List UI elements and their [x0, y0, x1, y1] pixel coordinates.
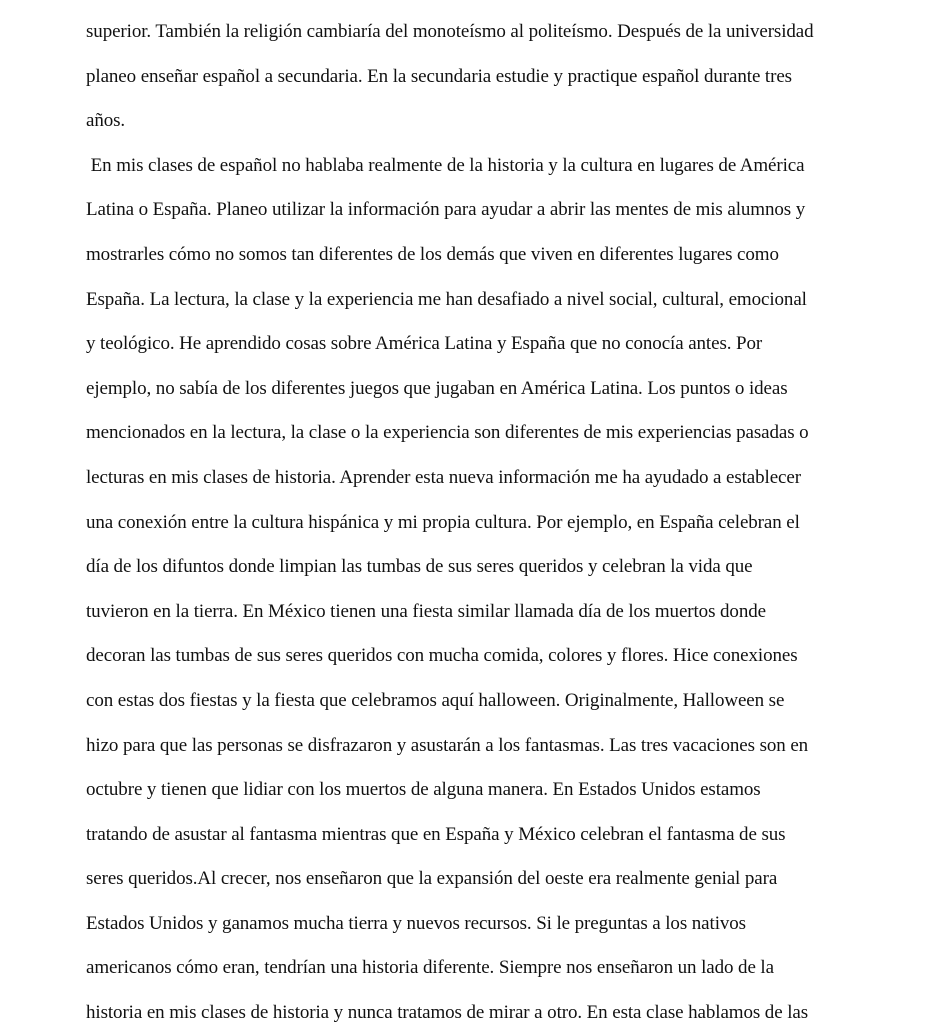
text-line: tratando de asustar al fantasma mientras que en España y México celebran el fantasma de sus	[86, 823, 786, 845]
text-line: una conexión entre la cultura hispánica y mi propia cultura. Por ejemplo, en España celebran el	[86, 511, 800, 533]
text-line: historia en mis clases de historia y nunca tratamos de mirar a otro. En esta clase hablamos de las	[86, 1002, 808, 1024]
text-line: y teológico. He aprendido cosas sobre América Latina y España que no conocía antes. Por	[86, 333, 763, 355]
text-line: tuvieron en la tierra. En México tienen una fiesta similar llamada día de los muertos donde	[86, 600, 766, 622]
document-body	[86, 10, 886, 1036]
text-line: España. La lectura, la clase y la experiencia me han desafiado a nivel social, cultural, emocional	[86, 288, 807, 310]
text-line: con estas dos fiestas y la fiesta que celebramos aquí halloween. Originalmente, Halloween se	[86, 689, 785, 711]
text-line: hizo para que las personas se disfrazaron y asustarán a los fantasmas. Las tres vacaciones son en	[86, 734, 809, 756]
text-line: lecturas en mis clases de historia. Aprender esta nueva información me ha ayudado a establecer	[86, 466, 801, 488]
text-line: día de los difuntos donde limpian las tumbas de sus seres queridos y celebran la vida que	[86, 556, 753, 578]
text-line: americanos cómo eran, tendrían una historia diferente. Siempre nos enseñaron un lado de la	[86, 957, 774, 979]
text-line: mostrarles cómo no somos tan diferentes de los demás que viven en diferentes lugares como	[86, 243, 779, 265]
text-line: octubre y tienen que lidiar con los muertos de alguna manera. En Estados Unidos estamos	[86, 779, 761, 801]
text-line: años.	[86, 110, 126, 132]
text-line: superior. También la religión cambiaría del monoteísmo al politeísmo. Después de la universidad	[86, 21, 814, 42]
text-line: Latina o España. Planeo utilizar la información para ayudar a abrir las mentes de mis alumnos y	[86, 199, 806, 221]
text-line: Estados Unidos y ganamos mucha tierra y nuevos recursos. Si le preguntas a los nativos	[86, 912, 746, 934]
text-line: decoran las tumbas de sus seres queridos con mucha comida, colores y flores. Hice conexiones	[86, 645, 798, 667]
text-line: ejemplo, no sabía de los diferentes juegos que jugaban en América Latina. Los puntos o ideas	[86, 377, 788, 399]
text-line: En mis clases de español no hablaba realmente de la historia y la cultura en lugares de América	[86, 154, 805, 176]
text-line: seres queridos.Al crecer, nos enseñaron que la expansión del oeste era realmente genial para	[86, 868, 778, 890]
text-line: mencionados en la lectura, la clase o la experiencia son diferentes de mis experiencias pasadas o	[86, 422, 809, 444]
text-line: planeo enseñar español a secundaria. En la secundaria estudie y practique español durante tres	[86, 65, 792, 87]
